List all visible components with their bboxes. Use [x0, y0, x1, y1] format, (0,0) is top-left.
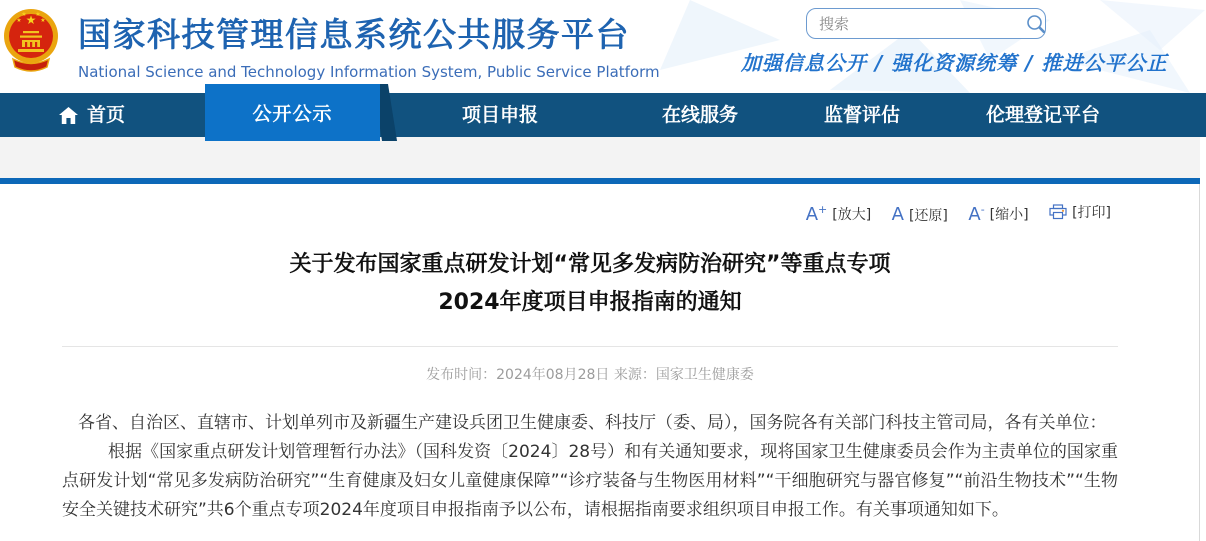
brand-block: [78, 9, 660, 81]
nav-item-online-services[interactable]: [662, 93, 738, 137]
svg-text:★: ★: [21, 11, 27, 18]
font-enlarge-icon: A+: [805, 203, 828, 225]
nav-label: 在线服务: [661, 104, 739, 126]
font-reset-button[interactable]: A [还原]: [891, 204, 948, 225]
zoom-in-button[interactable]: A+ [放大]: [805, 203, 872, 225]
site-title: 国家科技管理信息系统公共服务平台: [78, 15, 630, 54]
article-title-line1: 关于发布国家重点研发计划“常见多发病防治研究”等重点专项: [289, 252, 891, 277]
article-panel: [0, 184, 1200, 541]
publish-info: 发布时间：2024年08月28日 来源：国家卫生健康委: [426, 367, 754, 383]
svg-text:★: ★: [35, 11, 41, 18]
china-national-emblem-icon: [2, 5, 60, 75]
nav-label: 伦理登记平台: [985, 104, 1101, 126]
paragraph: 各省、自治区、直辖市、计划单列市及新疆生产建设兵团卫生健康委、科技厅（委、局），国务院各有关部门科技主管司局，各有关单位：: [78, 413, 1107, 433]
svg-text:★: ★: [16, 17, 22, 24]
nav-item-project-application[interactable]: [462, 93, 538, 137]
svg-text:★: ★: [25, 13, 37, 27]
paragraph: 根据《国家重点研发计划管理暂行办法》（国科发资〔2024〕28号）和有关通知要求，现将国家卫生健康委员会作为主责单位的国家重点研发计划“常见多发病防治研究”“生育健康及妇女儿童健康保障”“诊疗装备与生物医用材料”“干细胞研究与器官修复”“前沿生物技术”“生物安全关键技术研究”共6个重点专项2024年度项目申报指南予以公布，请根据指南要求组织项目申报工作。有关事项通知如下。: [62, 442, 1118, 520]
search-input[interactable]: [807, 15, 1025, 33]
nav-label: 首页: [86, 104, 126, 126]
search-button[interactable]: [1025, 13, 1047, 35]
font-print-toolbar: [0, 184, 1199, 225]
nav-item-ethics-registration[interactable]: [986, 93, 1100, 137]
nav-item-supervision-evaluation[interactable]: [824, 93, 900, 137]
printer-icon: [1049, 204, 1067, 220]
title-divider: [62, 346, 1118, 347]
article: [62, 246, 1118, 525]
home-icon: [59, 107, 78, 124]
nav-item-home[interactable]: [59, 93, 125, 137]
print-button[interactable]: [打印]: [1049, 202, 1111, 222]
font-reset-icon: A: [891, 204, 904, 225]
site-subtitle: National Science and Technology Information System, Public Service Platform: [78, 63, 660, 81]
article-body: [62, 409, 1118, 525]
article-title-line2: 2024年度项目申报指南的通知: [438, 290, 742, 315]
search-box[interactable]: [806, 8, 1046, 39]
nav-label: 项目申报: [461, 104, 539, 126]
nav-label: 公开公示: [252, 103, 333, 125]
site-header: [0, 0, 1206, 93]
article-title: [62, 246, 1118, 322]
svg-text:★: ★: [40, 17, 46, 24]
font-shrink-icon: A-: [968, 203, 985, 225]
zoom-out-button[interactable]: A- [缩小]: [968, 203, 1029, 225]
nav-label: 监督评估: [823, 104, 901, 126]
nav-item-public-announcement[interactable]: [205, 84, 380, 141]
subnav-gray-strip: [0, 137, 1200, 178]
header-slogan: 加强信息公开 / 强化资源统筹 / 推进公平公正: [741, 51, 1168, 75]
search-icon: [1025, 13, 1047, 35]
main-navbar: [0, 93, 1206, 137]
